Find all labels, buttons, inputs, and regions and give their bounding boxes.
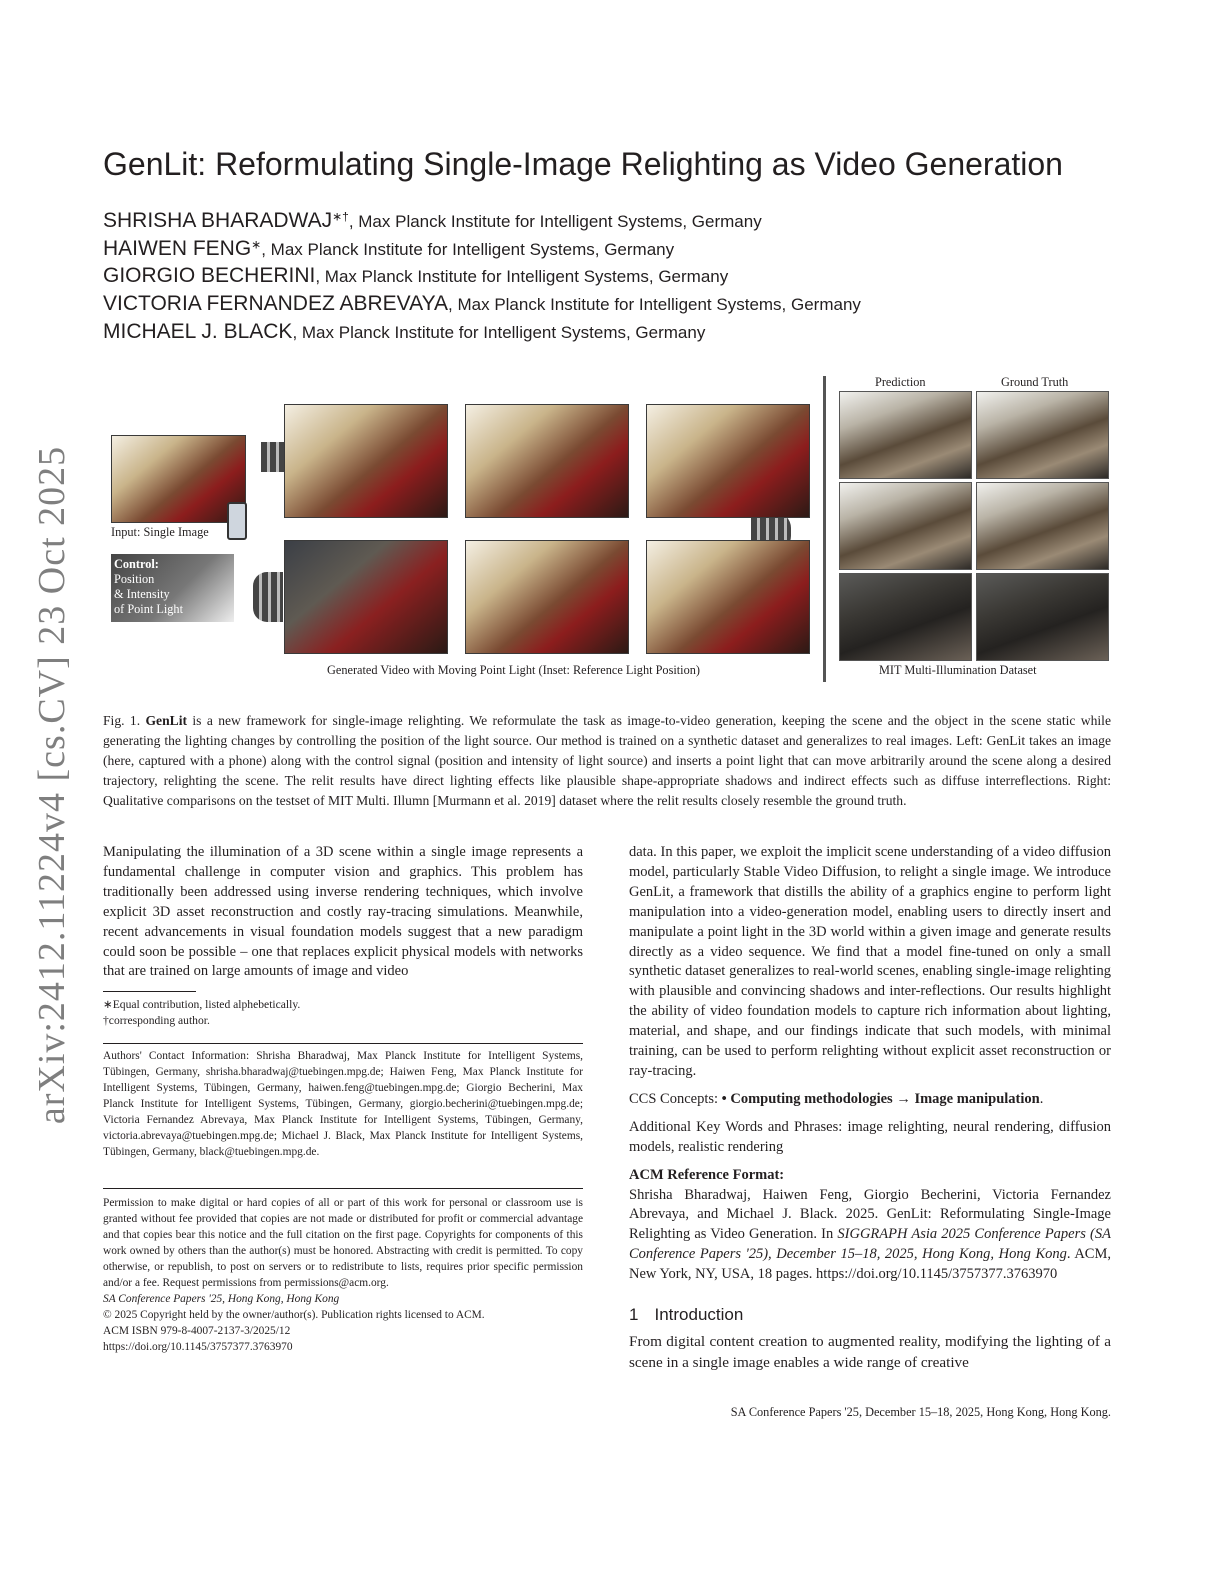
permission-text: Permission to make digital or hard copies of all or part of this work for personal or classroom use is granted without fee provided that copies are not made or distributed for profit or commercial advantage and that copies bear this notice and the full citation on the first page. Copyrights for components of this work owned by others than the author(s) must be honored. Abstracting with credit is permitted. To copy otherwise, or republish, to post on servers or to redistribute to lists, requires prior specific permission and/or a fee. Request permissions from permissions@acm.org. (103, 1197, 583, 1289)
ccs-concepts (629, 1090, 1111, 1110)
intro-paragraph: From digital content creation to augmented reality, modifying the lighting of a scene in a single image enables a wide range of creative (629, 1332, 1111, 1371)
generated-frame (646, 540, 810, 654)
phone-icon (227, 502, 247, 540)
author-affiliation: , Max Planck Institute for Intelligent Systems, Germany (315, 267, 729, 287)
author-line (103, 320, 1113, 348)
ccs-end: . (1039, 1090, 1044, 1107)
control-line: Control: (114, 557, 159, 571)
author-affiliation: , Max Planck Institute for Intelligent Systems, Germany (261, 239, 675, 259)
ref-text-b: . ACM, New York, NY, USA, 18 pages. https://doi.org/10.1145/3757377.3763970 (629, 1246, 1111, 1283)
copyright-line: © 2025 Copyright held by the owner/author(s). Publication rights licensed to ACM. (103, 1309, 485, 1321)
footnote-equal-contribution: ∗Equal contribution, listed alphebetically. (103, 998, 301, 1011)
film-strip-icon (261, 442, 285, 472)
author-name: GIORGIO BECHERINI (103, 264, 316, 288)
generated-frame (646, 404, 810, 518)
figure-1 (103, 372, 1115, 684)
section-number: 1 (629, 1305, 639, 1325)
permission-block (103, 1195, 583, 1355)
figure-divider (823, 376, 826, 682)
footnote-corresponding: †corresponding author. (103, 1014, 210, 1027)
mit-prediction-image (839, 391, 972, 479)
contact-rule (103, 1043, 583, 1044)
mit-prediction-image (839, 482, 972, 570)
author-name: VICTORIA FERNANDEZ ABREVAYA (103, 292, 449, 316)
ref-venue: SIGGRAPH Asia 2025 Conference Papers (SA Conference Papers '25), December 15–18, 2025, Hong Kong, Hong Kong (629, 1226, 1111, 1263)
author-affiliation: , Max Planck Institute for Intelligent Systems, Germany (448, 295, 861, 315)
author-line (103, 292, 1113, 320)
author-list (103, 209, 1113, 347)
isbn-line: ACM ISBN 979-8-4007-2137-3/2025/12 (103, 1325, 291, 1337)
authors-contact: Authors' Contact Information: Shrisha Bharadwaj, Max Planck Institute for Intelligent Systems, Tübingen, Germany, shrisha.bharadwaj@tuebingen.mpg.de; Haiwen Feng, Max Planck Institute for Intelligent Systems, Tübingen, Germany, haiwen.feng@tuebingen.mpg.de; Giorgio Becherini, Max Planck Institute for Intelligent Systems, Tübingen, Germany, giorgio.becherini@tuebingen.mpg.de; Victoria Fernandez Abrevaya, Max Planck Institute for Intelligent Systems, Tübingen, Germany, victoria.abrevaya@tuebingen.mpg.de; Michael J. Black, Max Planck Institute for Intelligent Systems, Tübingen, Germany, black@tuebingen.mpg.de. (103, 1050, 583, 1158)
keywords: Additional Key Words and Phrases: image relighting, neural rendering, diffusion models, realistic rendering (629, 1118, 1111, 1155)
section-title: Introduction (654, 1305, 744, 1325)
control-line: & Intensity (114, 587, 170, 601)
prediction-label: Prediction (875, 375, 926, 389)
author-name: SHRISHA BHARADWAJ (103, 209, 333, 232)
footnote-rule (103, 991, 196, 992)
control-line: Position (114, 572, 155, 586)
author-name: HAIWEN FENG (103, 236, 252, 260)
author-affiliation: , Max Planck Institute for Intelligent Systems, Germany (292, 322, 706, 342)
mit-ground-truth-image (976, 482, 1109, 570)
mit-ground-truth-image (976, 391, 1109, 479)
input-image (111, 435, 246, 523)
ccs-prefix: CCS Concepts: (629, 1090, 722, 1107)
footnotes (103, 997, 583, 1029)
generated-frame (465, 540, 629, 654)
venue-line: SA Conference Papers '25, Hong Kong, Hong Kong (103, 1293, 340, 1305)
generated-video-label: Generated Video with Moving Point Light (Inset: Reference Light Position) (327, 663, 700, 677)
control-label (114, 557, 183, 617)
section-heading (629, 1305, 1111, 1325)
acm-reference (629, 1186, 1111, 1286)
abstract-continuation: data. In this paper, we exploit the implicit scene understanding of a video diffusion model, particularly Stable Video Diffusion, to relight a single image. We introduce GenLit, a framework that distills the ability of a graphics engine to perform light manipulation into a video-generation model, enabling users to directly insert and manipulate a point light in the 3D world within a given image and generate results directly as a video sequence. We find that a model fine-tuned on only a small synthetic dataset generalizes to real-world scenes, enabling single-image relighting with plausible and convincing shadows and inter-reflections. Our results highlight the ability of video foundation models to capture rich information about lighting, material, and shape, and our findings indicate that such models, with minimal training, can be used to perform relighting without explicit asset reconstruction or ray-tracing. (629, 844, 1111, 1079)
generated-frame (284, 540, 448, 654)
mit-dataset-label: MIT Multi-Illumination Dataset (879, 663, 1037, 677)
left-column (103, 843, 583, 982)
author-line (103, 237, 1113, 265)
mit-prediction-image (839, 573, 972, 661)
arxiv-stamp (24, 440, 80, 1130)
caption-bold: GenLit (145, 713, 188, 728)
page-footer: SA Conference Papers '25, December 15–18, 2025, Hong Kong, Hong Kong. (730, 1405, 1111, 1419)
author-affiliation: , Max Planck Institute for Intelligent Systems, Germany (348, 212, 762, 231)
permission-rule (103, 1188, 583, 1189)
generated-frame (284, 404, 448, 518)
mit-ground-truth-image (976, 573, 1109, 661)
caption-text: is a new framework for single-image relighting. We reformulate the task as image-to-video generation, keeping the scene and the object in the scene static while generating the lighting changes by controlling the position of the light source. Our method is trained on a synthetic dataset and generalizes to real images. Left: GenLit takes an image (here, captured with a phone) along with the control signal (position and intensity of light source) and inserts a point light that can move arbitrarily around the scene along a desired trajectory, relighting the scene. The relit results have direct lighting effects like plausible shape-appropriate shadows and indirect effects such as diffuse interreflections. Right: Qualitative comparisons on the testset of MIT Multi. Illumn [Murmann et al. 2019] dataset where the relit results closely resemble the ground truth. (103, 713, 1111, 808)
ccs-bold: • Computing methodologies → Image manipulation (721, 1090, 1040, 1107)
abstract-paragraph: Manipulating the illumination of a 3D scene within a single image represents a fundamental challenge in computer vision and graphics. This problem has traditionally been addressed using inverse rendering techniques, which involve explicit 3D asset reconstruction and costly ray-tracing simulations. Meanwhile, recent advancements in visual foundation models suggest that a new paradigm could soon be possible – one that replaces explicit physical models with networks that are trained on large amounts of image and video (103, 844, 583, 980)
author-marks: ∗† (332, 209, 349, 224)
film-strip-icon (253, 572, 283, 622)
author-line (103, 209, 1113, 237)
control-line: of Point Light (114, 602, 184, 616)
ref-text-a: Shrisha Bharadwaj, Haiwen Feng, Giorgio Becherini, Victoria Fernandez Abrevaya, and Michael J. Black. 2025. GenLit: Reformulating Single-Image Relighting as Video Generation. In (629, 1186, 1111, 1243)
control-box (111, 554, 234, 622)
author-name: MICHAEL J. BLACK (103, 319, 293, 343)
acm-reference-heading: ACM Reference Format: (629, 1166, 785, 1183)
author-marks: ∗ (251, 237, 262, 252)
caption-prefix: Fig. 1. (103, 713, 146, 728)
doi-line: https://doi.org/10.1145/3757377.3763970 (103, 1341, 293, 1353)
right-column (629, 843, 1111, 1373)
input-label: Input: Single Image (111, 525, 209, 539)
figure-caption (103, 711, 1111, 811)
author-line (103, 264, 1113, 292)
arxiv-stamp-text: arXiv:2412.11224v4 [cs.CV] 23 Oct 2025 (31, 445, 73, 1125)
ground-truth-label: Ground Truth (1001, 375, 1069, 389)
paper-title: GenLit: Reformulating Single-Image Relighting as Video Generation (103, 146, 1063, 182)
generated-frame (465, 404, 629, 518)
